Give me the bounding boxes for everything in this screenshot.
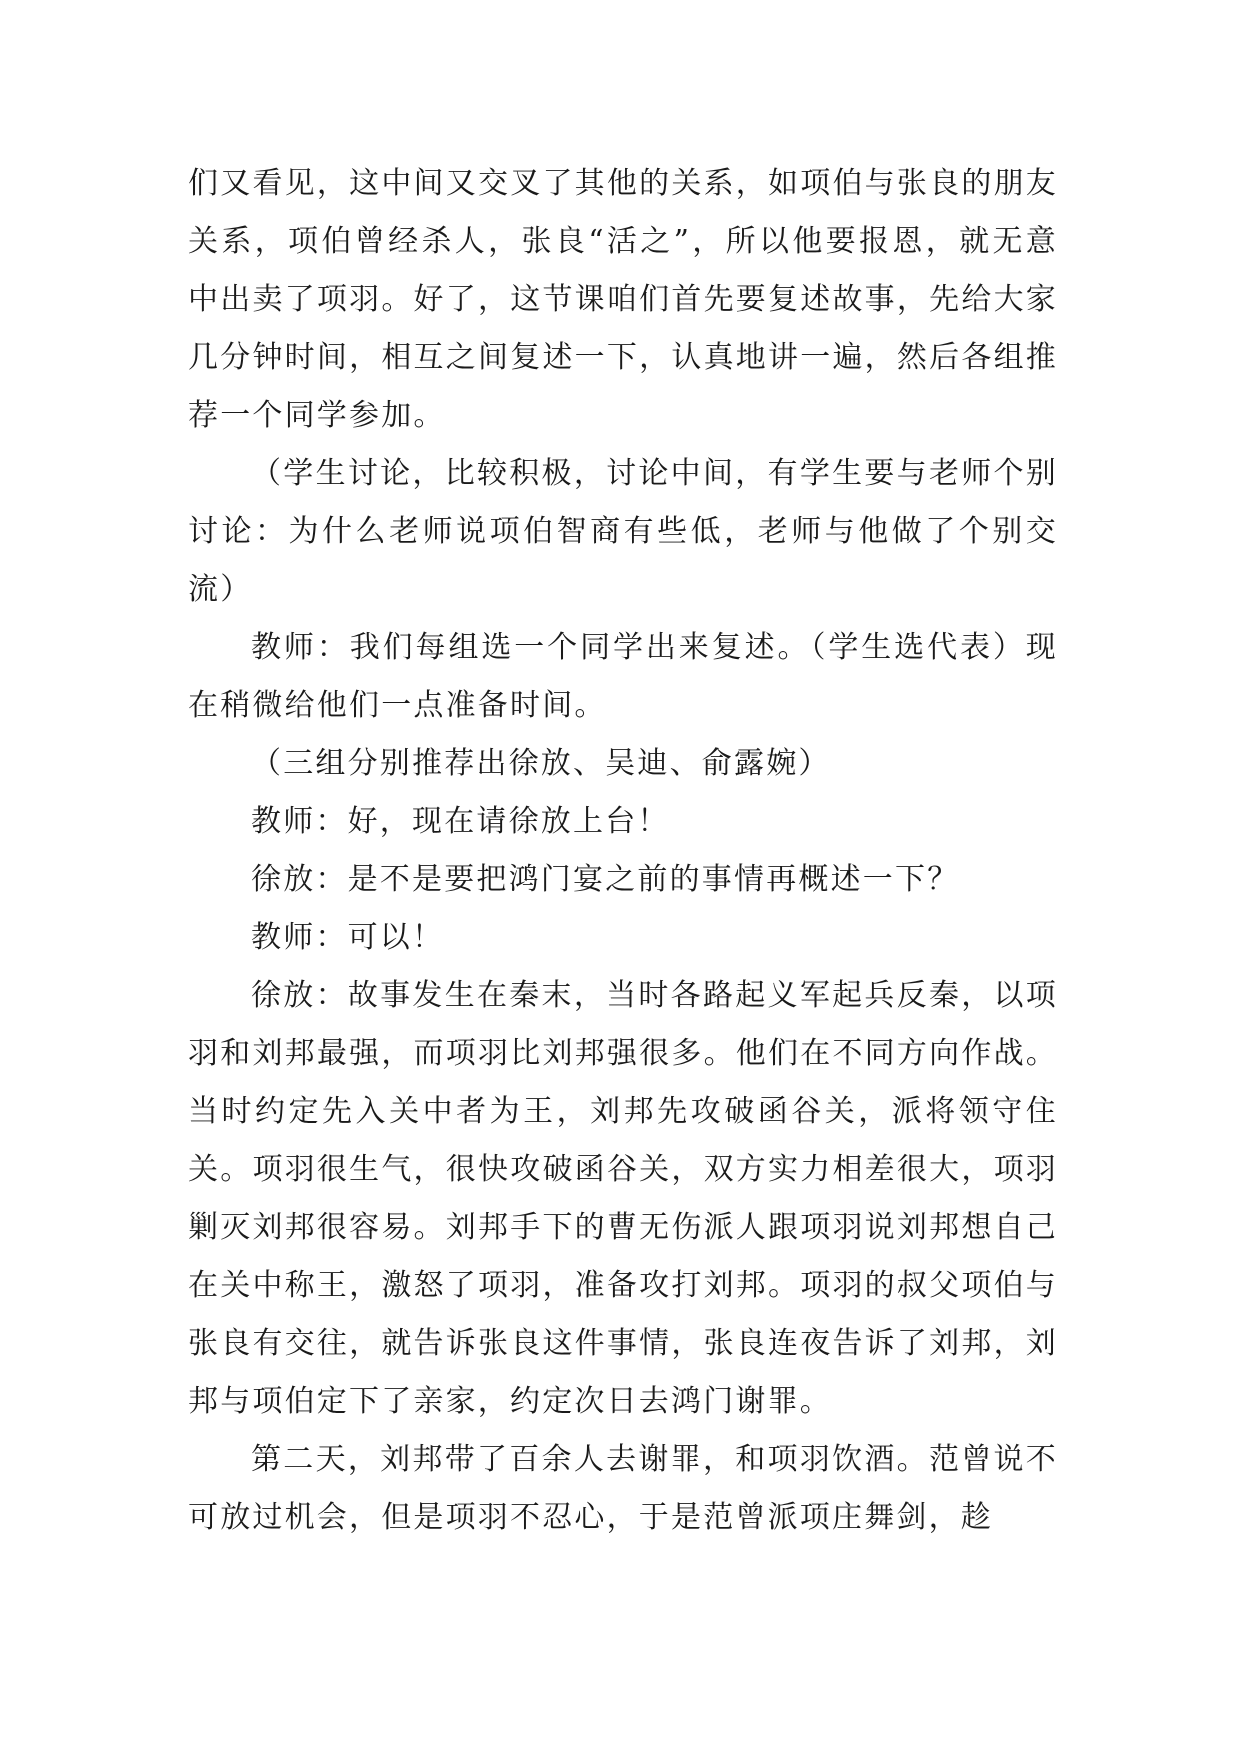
paragraph-xufang-question: 徐放：是不是要把鸿门宴之前的事情再概述一下？ (251, 862, 960, 897)
paragraph-group-recommend: （三组分别推荐出徐放、吴迪、俞露婉） (251, 746, 831, 781)
paragraph-teacher-select: 教师：我们每组选一个同学出来复述。（学生选代表）现在稍微给他们一点准备时间。 (188, 630, 1058, 723)
paragraph-xufang-retelling: 徐放：故事发生在秦末，当时各路起义军起兵反秦，以项羽和刘邦最强，而项羽比刘邦强很多。他们在不同方向作战。当时约定先入关中者为王，刘邦先攻破函谷关，派将领守住关。项羽很生气，很快攻破函谷关，双方实力相差很大，项羽剿灭刘邦很容易。刘邦手下的曹无伤派人跟项羽说刘邦想自己在关中称王，激怒了项羽，准备攻打刘邦。项羽的叔父项伯与张良有交往，就告诉张良这件事情，张良连夜告诉了刘邦，刘邦与项伯定下了亲家，约定次日去鸿门谢罪。 (188, 978, 1058, 1419)
paragraph-continued-text: 们又看见，这中间又交叉了其他的关系，如项伯与张良的朋友关系，项伯曾经杀人，张良“活之”，所以他要报恩，就无意中出卖了项羽。好了，这节课咱们首先要复述故事，先给大家几分钟时间，相互之间复述一下，认真地讲一遍，然后各组推荐一个同学参加。 (188, 166, 1058, 433)
paragraph-teacher-reply: 教师：可以！ (251, 920, 445, 955)
document-body (188, 155, 1058, 1547)
paragraph-student-discussion: （学生讨论，比较积极，讨论中间，有学生要与老师个别讨论：为什么老师说项伯智商有些低，老师与他做了个别交流） (188, 456, 1058, 607)
paragraph-teacher-invite: 教师：好，现在请徐放上台！ (251, 804, 670, 839)
paragraph-second-day: 第二天，刘邦带了百余人去谢罪，和项羽饮酒。范曾说不可放过机会，但是项羽不忍心，于是范曾派项庄舞剑，趁 (188, 1442, 1058, 1535)
